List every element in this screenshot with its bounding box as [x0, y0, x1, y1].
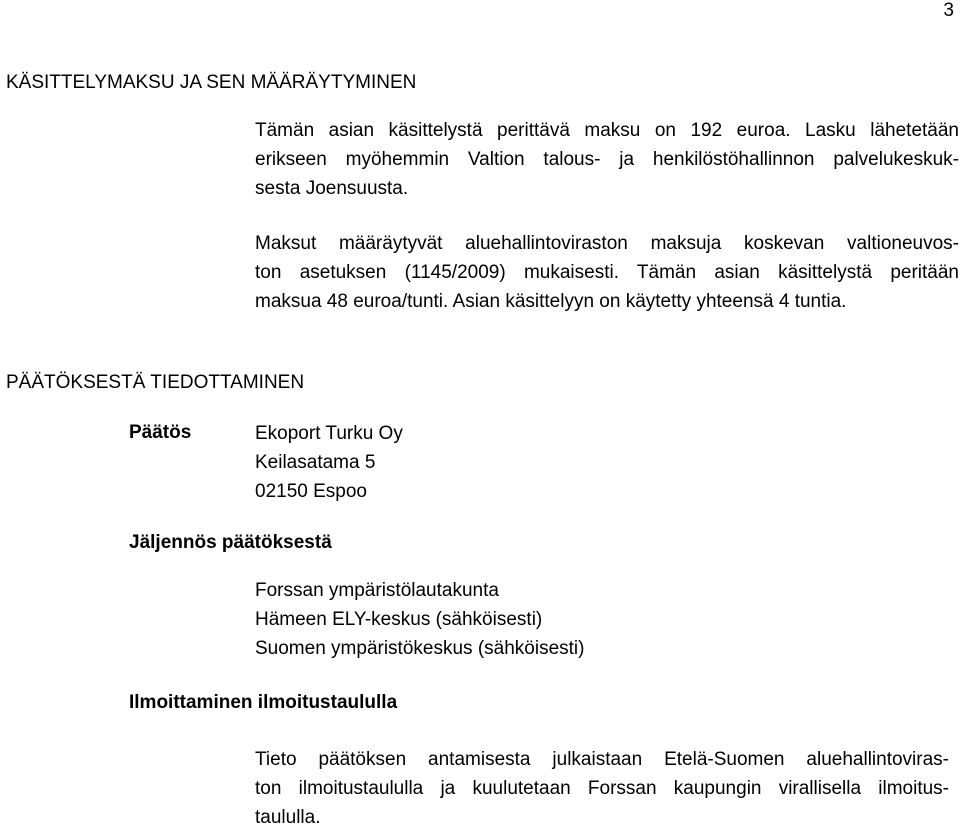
text-line: Maksut määräytyvät aluehallintoviraston maksuja koskevan valtioneuvos- — [255, 233, 959, 254]
text-line: Tieto päätöksen antamisesta julkaistaan Etelä-Suomen aluehallintoviras- — [255, 749, 949, 770]
fee-paragraph-1 — [255, 116, 959, 203]
notice-paragraph — [255, 745, 949, 832]
list-item: Suomen ympäristökeskus (sähköisesti) — [255, 638, 585, 659]
text-line: ton asetuksen (1145/2009) mukaisesti. Tämän asian käsittelystä peritään — [255, 262, 959, 283]
list-item: Hämeen ELY-keskus (sähköisesti) — [255, 609, 543, 630]
page-number: 3 — [943, 0, 954, 21]
copy-recipients-list — [255, 576, 584, 663]
section-heading-fee: KÄSITTELYMAKSU JA SEN MÄÄRÄYTYMINEN — [6, 72, 417, 93]
notice-label: Ilmoittaminen ilmoitustaululla — [129, 692, 398, 713]
copy-label: Jäljennös päätöksestä — [129, 532, 332, 553]
text-line: taululla. — [255, 807, 321, 828]
text-line: erikseen myöhemmin Valtion talous- ja henkilöstöhallinnon palvelukeskuk- — [255, 149, 959, 170]
section-heading-notification: PÄÄTÖKSESTÄ TIEDOTTAMINEN — [6, 372, 305, 393]
address-line: 02150 Espoo — [255, 481, 367, 502]
decision-recipient-address — [255, 419, 403, 506]
text-line: maksua 48 euroa/tunti. Asian käsittelyyn on käytetty yhteensä 4 tuntia. — [255, 291, 847, 312]
address-line: Keilasatama 5 — [255, 452, 376, 473]
list-item: Forssan ympäristölautakunta — [255, 580, 499, 601]
fee-paragraph-2 — [255, 229, 959, 316]
address-line: Ekoport Turku Oy — [255, 423, 403, 444]
decision-label: Päätös — [129, 422, 192, 443]
text-line: sesta Joensuusta. — [255, 178, 409, 199]
text-line: Tämän asian käsittelystä perittävä maksu on 192 euroa. Lasku lähetetään — [255, 120, 959, 141]
text-line: ton ilmoitustaululla ja kuulutetaan Forssan kaupungin virallisella ilmoitus- — [255, 778, 949, 799]
